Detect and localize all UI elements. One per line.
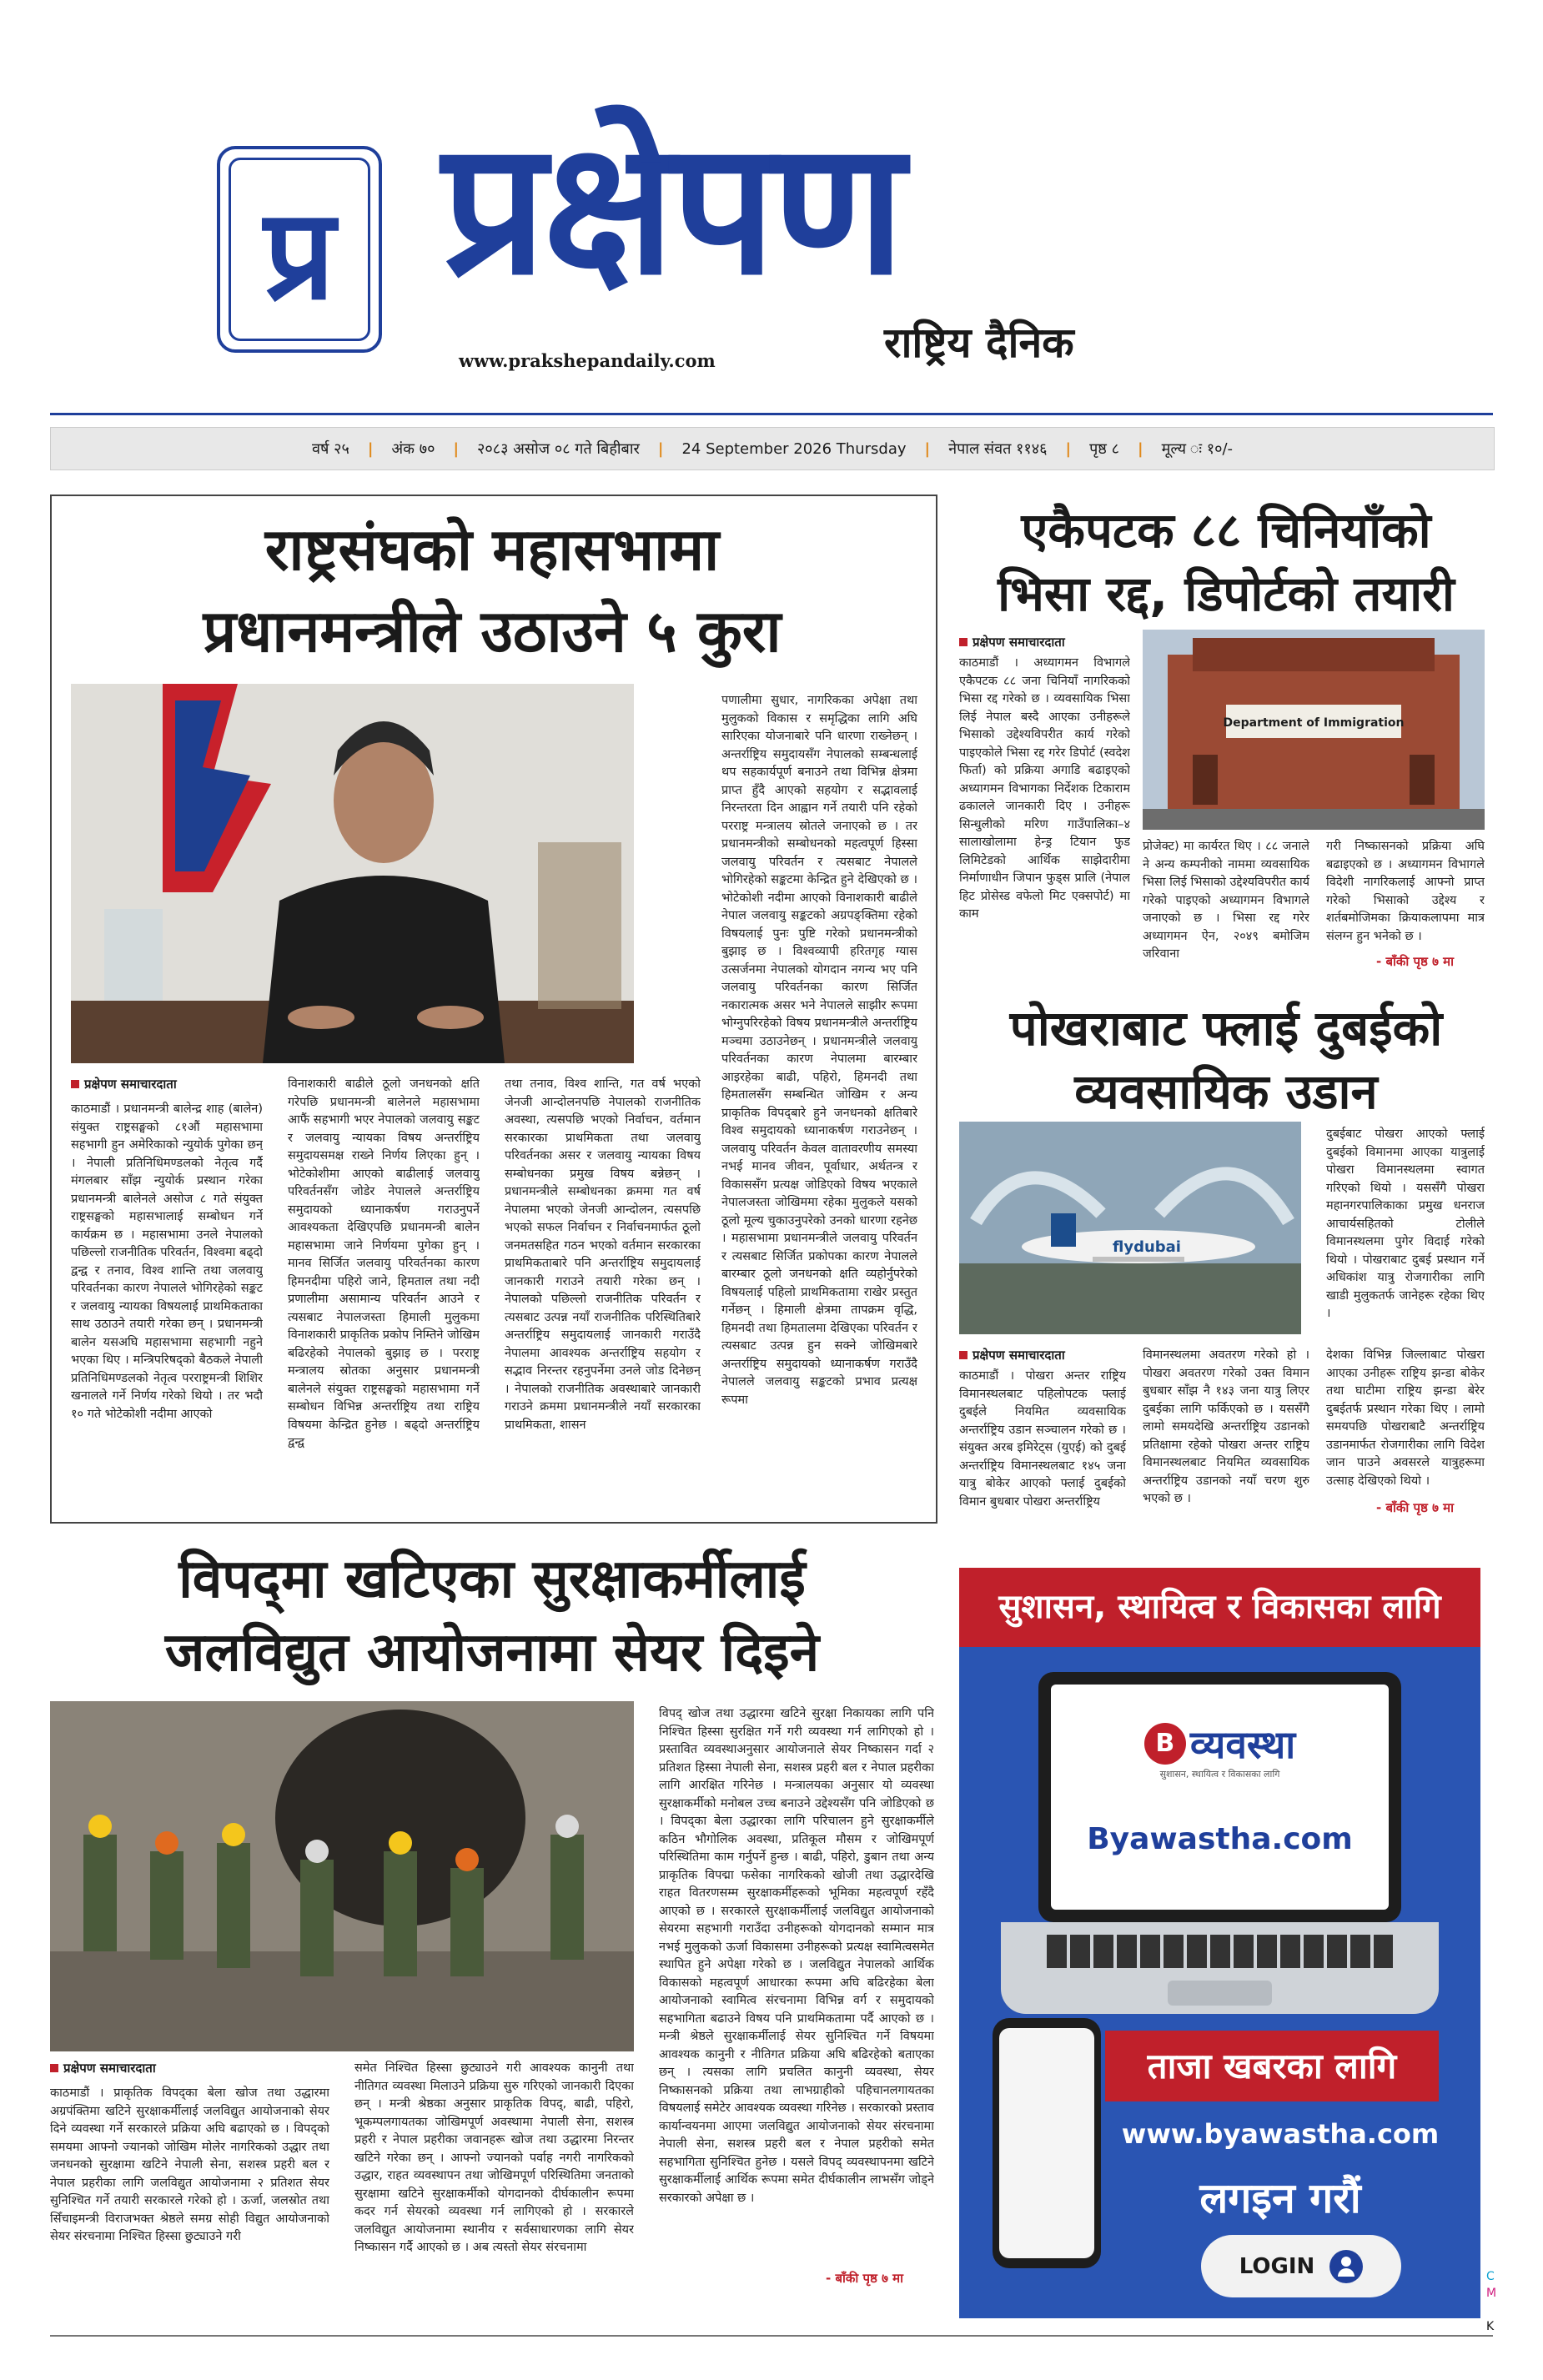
- rescue-photo: [50, 1701, 634, 2051]
- dubai-col-1: काठमाडौं । पोखरा अन्तर राष्ट्रिय विमानस्थलबाट पहिलोपटक फ्लाई दुबईले नियमित व्यवसायिक अन्तर्राष्ट्रिय उडान सञ्चालन गरेको छ । संयुक्त अरब इमिरेट्स (युएई) को दुबई अन्तर्राष्ट्रिय विमानस्थलबाट १४५ जना यात्रु बोकेर आएको फ्लाई दुबईको विमान बुधबार पोखरा अन्तर्राष्ट्रिय: [959, 1369, 1126, 1509]
- corner-mark-k: K: [1486, 2320, 1495, 2333]
- ad-headline: सुशासन, स्थायित्व र विकासका लागि: [959, 1568, 1480, 1647]
- dubai-headline: [959, 997, 1493, 1123]
- ad-site-name: Byawastha.com: [1087, 1822, 1353, 1856]
- ad-brand-tagline: सुशासन, स्थायित्व र विकासका लागि: [1159, 1769, 1280, 1780]
- masthead-logo: [217, 146, 382, 353]
- dubai-credit: [959, 1347, 1065, 1363]
- info-price: मूल्य ः १०/-: [1161, 440, 1234, 458]
- main-col-2: विनाशकारी बाढीले ठूलो जनधनको क्षति गरेपछि प्रधानमन्त्री बालेनले महासभामा आफैं सहभागी भएर नेपालको जलवायु सङ्कट र जलवायु न्यायका विषय अन्तर्राष्ट्रिय समुदायसमक्ष राख्ने निर्णय लिएका हुन् । भोटेकोशीमा आएको बाढीलाई जलवायु परिवर्तनसँग जोडेर नेपालले अन्तर्राष्ट्रिय समुदायको ध्यानाकर्षण गराउनुपर्ने आवश्यकता देखिएपछि प्रधानमन्त्री बालेन महासभामा जाने निर्णयमा पुगेका हुन् । मानव सिर्जित जलवायु परिवर्तनका कारण हिमनदीमा पहिरो जाने, हिमताल तथा नदी प्रणालीमा असामान्य परिवर्तन आउने र त्यसबाट नेपालजस्ता हिमाली मुलुकमा विनाशकारी प्राकृतिक प्रकोप निम्तिने जोखिम बढिरहेको नेपालको बुझाइ छ । परराष्ट्र मन्त्रालय स्रोतका अनुसार प्रधानमन्त्री बालेनले संयुक्त राष्ट्रसङ्घको महासभामा गर्ने सम्बोधन विभिन्न अन्तर्राष्ट्रिय तथा राष्ट्रिय विषयमा केन्द्रित हुनेछ । बढ्दो अन्तर्राष्ट्रिय द्वन्द्व: [288, 1077, 480, 1449]
- ad-brand-logo: B व्यवस्था: [1051, 1718, 1389, 1770]
- security-col-1: काठमाडौं । प्राकृतिक विपद्का बेला खोज तथा उद्धारमा अग्रपंक्तिमा खटिने सुरक्षाकर्मीलाई जलविद्युत आयोजनाको सेयर दिने व्यवस्था गर्ने सरकारले प्रक्रिया अघि बढाएको छ । विपद्को समयमा आफ्नो ज्यानको जोखिम मोलेर नागरिकको उद्धार तथा जनधनको सुरक्षामा खटिने नेपाली सेना, सशस्त्र प्रहरी बल र नेपाल प्रहरीका लागि जलविद्युत आयोजनामा २ प्रतिशत सेयर सुनिश्चित गर्ने तयारी सरकारले गरेको हो । ऊर्जा, जलस्रोत तथा सिँचाइमन्त्री विराजभक्त श्रेष्ठले समग्र सोही विद्युत आयोजनाको सेयर संरचनामा निश्चित हिस्सा छुट्याउने गरी: [50, 2086, 329, 2243]
- security-headline: [50, 1543, 934, 1690]
- masthead-divider: [50, 413, 1493, 415]
- ad-phone: [993, 2018, 1101, 2268]
- security-headline-line2: जलविद्युत आयोजनामा सेयर दिइने: [164, 1622, 820, 1684]
- user-icon: [1329, 2250, 1363, 2283]
- security-col-right: विपद् खोज तथा उद्धारमा खटिने सुरक्षा निकायका लागि पनि निश्चित हिस्सा सुरक्षित गर्ने गरी व्यवस्था गर्न लागिएको हो । प्रस्तावित व्यवस्थाअनुसार आयोजनाले सेयर निष्कासन गर्दा २ प्रतिशत हिस्सा नेपाली सेना, सशस्त्र प्रहरी बल र नेपाल प्रहरीका लागि आरक्षित गरिनेछ । मन्त्रालयका अनुसार यो व्यवस्था सुरक्षाकर्मीको मनोबल उच्च बनाउने उद्देश्यसँग पनि जोडिएको छ । विपद्‌का बेला उद्धारका लागि परिचालन हुने सुरक्षाकर्मीले कठिन भौगोलिक अवस्था, प्रतिकूल मौसम र जोखिमपूर्ण परिस्थितिमा काम गर्नुपर्ने हुन्छ । बाढी, पहिरो, डुबान तथा अन्य प्राकृतिक विपद्मा फसेका नागरिकको खोजी तथा उद्धारदेखि राहत वितरणसम्म सुरक्षाकर्मीहरूको भूमिका महत्वपूर्ण रहँदै आएको छ । सरकारले सुरक्षाकर्मीलाई जलविद्युत आयोजनाको सेयरमा सहभागी गराउँदा उनीहरूको योगदानको सम्मान मात्र नभई मुलुकको ऊर्जा विकासमा उनीहरूको प्रत्यक्ष स्वामित्वसमेत स्थापित हुने अपेक्षा गरेको छ । जलविद्युत नेपालको आर्थिक विकासको महत्वपूर्ण आधारका रूपमा अघि बढिरहेका बेला आयोजनाको स्वामित्व संरचनामा विभिन्न वर्ग र समुदायको सहभागिता बढाउने विषय पनि प्राथमिकतामा पर्दै आएको छ । मन्त्री श्रेष्ठले सुरक्षाकर्मीलाई सेयर सुनिश्चित गर्ने विषयमा आवश्यक कानुनी र नीतिगत प्रक्रिया अघि बढिरहेको बताएका छन् । त्यसका लागि प्रचलित कानुनी व्यवस्था, सेयर निष्कासनको प्रक्रिया तथा लाभग्राहीको पहिचानलगायतका विषयलाई समेटेर आवश्यक व्यवस्था गरिनेछ । सरकारको प्रस्ताव कार्यान्वयनमा आएमा जलविद्युत आयोजनाको सेयर संरचनामा नेपाली सेना, सशस्त्र प्रहरी बल र नेपाल प्रहरीको समेत सहभागिता सुनिश्चित हुनेछ । यसले विपद् व्यवस्थापनमा खटिने सुरक्षाकर्मीलाई आर्थिक रूपमा समेत दीर्घकालीन लाभसँग जोड्ने सरकारको अपेक्षा छ ।: [659, 1707, 934, 2205]
- dubai-col-2: विमानस्थलमा अवतरण गरेको हो । पोखरा अवतरण गरेको उक्त विमान बुधबार साँझ नै १४३ जना यात्रु लिएर दुबईका लागि फर्किएको छ । यससँगै लामो समयदेखि अन्तर्राष्ट्रिय उडानको प्रतिक्षामा रहेको पोखरा अन्तर राष्ट्रिय विमानस्थलबाट नियमित व्यवसायिक अन्तर्राष्ट्रिय उडानको नयाँ चरण शुरु भएको छ ।: [1143, 1348, 1309, 1505]
- ad-laptop-keyboard: [1001, 1922, 1439, 2014]
- security-continued[interactable]: - बाँकी पृष्ठ ७ मा: [826, 2271, 903, 2286]
- visa-continued[interactable]: - बाँकी पृष्ठ ७ मा: [1376, 954, 1454, 969]
- visa-headline: [959, 499, 1493, 625]
- security-col-2: समेत निश्चित हिस्सा छुट्याउने गरी आवश्यक कानुनी तथा नीतिगत व्यवस्था मिलाउने प्रक्रिया सुरु गरिएको जानकारी दिएका छन् । मन्त्री श्रेष्ठका अनुसार प्राकृतिक विपद्, बाढी, पहिरो, भूकम्पलगायतका जोखिमपूर्ण अवस्थामा नेपाली सेना, सशस्त्र प्रहरी र नेपाल प्रहरीका जवानहरू खोज तथा उद्धारमा निरन्तर खटिने गरेका छन् । आफ्नो ज्यानको पर्वाह नगरी नागरिकको उद्धार, राहत व्यवस्थापन तथा जोखिमपूर्ण परिस्थितिमा जनताको सुरक्षामा खटिने सुरक्षाकर्मीको योगदानको दीर्घकालीन रूपमा कदर गर्न सेयरको व्यवस्था गर्न लागिएको हो । सरकारले जलविद्युत आयोजनामा स्थानीय र सर्वसाधारणका लागि सेयर निष्कासन गर्दै आएको छ । अब त्यस्तो सेयर संरचनामा: [354, 2061, 634, 2254]
- logo-glyph: प्र: [229, 158, 370, 341]
- visa-col-3: गरी निष्कासनको प्रक्रिया अघि बढाइएको छ । अध्यागमन विभागले विदेशी नागरिकलाई आफ्नो प्राप्त गरेको भिसाको उद्देश्य र शर्तबमोजिमका क्रियाकलापमा मात्र संलग्न हुन भनेको छ ।: [1326, 840, 1485, 943]
- flydubai-photo: [959, 1122, 1301, 1334]
- ad-login-label: LOGIN: [1239, 2253, 1315, 2279]
- website-url[interactable]: www.prakshepandaily.com: [459, 350, 716, 371]
- immigration-photo: [1143, 630, 1485, 830]
- info-page: पृष्ठ ८: [1089, 440, 1119, 458]
- ad-tagline: ताजा खबरका लागि: [1105, 2031, 1439, 2101]
- visa-col-2: प्रोजेक्ट) मा कार्यरत थिए । ८८ जनाले ने अन्य कम्पनीको नाममा व्यवसायिक भिसा लिई भिसाको उद्देश्यविपरीत कार्य गरेको पाइएको अध्यागमन विभागले जनाएको छ । भिसा रद्द गरेर अध्यागमन ऐन, २०४९ बमोजिम जरिवाना: [1143, 840, 1309, 961]
- ad-url[interactable]: www.byawastha.com: [1121, 2118, 1440, 2150]
- main-headline-line1: राष्ट्रसंघको महासभामा: [264, 515, 720, 584]
- ad-cta: लगइन गरौं: [1199, 2174, 1361, 2222]
- dubai-headline-line2: व्यवसायिक उडान: [1074, 1063, 1378, 1120]
- info-nepal-sambat: नेपाल संवत ११४६: [948, 440, 1048, 458]
- visa-credit: [959, 634, 1065, 650]
- main-col-3: तथा तनाव, विश्व शान्ति, गत वर्ष भएको जेनजी आन्दोलनपछि नेपालको राजनीतिक अवस्था, त्यसपछि भएको निर्वाचन, वर्तमान सरकारका प्राथमिकता तथा जलवायु परिवर्तनका असर र जलवायु न्यायका विषय सम्बोधनका प्रमुख विषय बन्नेछन् । प्रधानमन्त्रीले सम्बोधनका क्रममा गत वर्ष नेपालमा भएको जेनजी आन्दोलन, त्यसपछि भएको सफल निर्वाचन र निर्वाचनमार्फत ठूलो जनमतसहित गठन भएको वर्तमान सरकारका प्राथमिकताबारे पनि अन्तर्राष्ट्रिय समुदायलाई जानकारी गराउने तयारी गरेका छन् । नेपालको पछिल्लो राजनीतिक परिवर्तन र त्यसबाट उत्पन्न नयाँ राजनीतिक परिस्थितिबारे अन्तर्राष्ट्रिय समुदायलाई जानकारी गराउँदै नेपालमा आवश्यक अन्तर्राष्ट्रिय सहयोग र सद्भाव निरन्तर रहनुपर्नेमा उनले जोड दिनेछन् । नेपालको राजनीतिक अवस्थाबारे जानकारी गराउने क्रममा प्रधानमन्त्रीले नयाँ सरकारका प्राथमिकता, शासन: [505, 1077, 701, 1432]
- ad-brand-name: व्यवस्था: [1189, 1722, 1296, 1767]
- dubai-credit-text: प्रक्षेपण समाचारदाता: [973, 1348, 1065, 1363]
- info-bar: वर्ष २५ | अंक ७० | २०८३ असोज ०८ गते बिहीबार | 24 September 2026 Thursday | नेपाल संवत ११४६ | पृष्ठ ८ | मूल्य ः १०/-: [50, 427, 1495, 470]
- dubai-continued[interactable]: - बाँकी पृष्ठ ७ मा: [1376, 1500, 1454, 1515]
- visa-col-1: काठमाडौं । अध्यागमन विभागले एकैपटक ८८ जना चिनियाँ नागरिकको भिसा रद्द गरेको छ । व्यवसायिक भिसा लिई नेपाल बस्दै आएका उनीहरूले भिसाको उद्देश्यविपरीत कार्य गरेको पाइएकोले भिसा रद्द गरेर डिपोर्ट (स्वदेश फिर्ता) को प्रक्रिया अगाडि बढाइएको अध्यागमन विभागका निर्देशक टिकाराम ढकालले जानकारी दिए । उनीहरू सिन्धुलीको मरिण गाउँपालिका–४ सालाखोलामा हेन्ड्र टियान फुड लिमिटेडको आर्थिक साझेदारीमा निर्माणाधीन जिपान फुड्स प्रालि (नेपाल हिट प्रोसेस्ड वफेलो मिट एक्सपोर्ट) मा काम: [959, 656, 1130, 921]
- main-col-right: पणालीमा सुधार, नागरिकका अपेक्षा तथा मुलुकको विकास र समृद्धिका लागि अघि सारिएका योजनाबारे पनि धारणा राख्नेछन् । अन्तर्राष्ट्रिय समुदायसँग नेपालको सम्बन्धलाई थप सहकार्यपूर्ण बनाउने तथा विभिन्न क्षेत्रमा प्राप्त हुँदै आएको सहयोग र सद्भावलाई निरन्तरता दिन आह्वान गर्ने तयारी पनि रहेको परराष्ट्र मन्त्रालय स्रोतले जनाएको छ । तर प्रधानमन्त्रीको सम्बोधनको महत्वपूर्ण हिस्सा जलवायु परिवर्तन र त्यसबाट नेपालले भोगिरहेको सङ्कटमा केन्द्रित हुने देखिएको छ । भोटेकोशी नदीमा आएको विनाशकारी बाढीले नेपाल जलवायु सङ्कटको अग्रपङ्क्तिमा रहेको विषयलाई पुनः पुष्टि गरेको प्रधानमन्त्रीको बुझाइ छ । विश्वव्यापी हरितगृह ग्यास उत्सर्जनमा नेपालको योगदान नगन्य भए पनि जलवायु परिवर्तनका कारण सिर्जित नकारात्मक असर भने नेपालले साझीर रूपमा भोग्नुपरिरहेको विषय प्रधानमन्त्रीले अन्तर्राष्ट्रिय मञ्चमा उठाउनेछन् । प्रधानमन्त्रीले जलवायु परिवर्तनका कारण नेपालमा बारम्बार आइरहेका बाढी, पहिरो, हिमनदी तथा हिमतालसँग सम्बन्धित जोखिम र अन्य प्राकृतिक विपद्‌बारे हुने जनधनको क्षतिबारे विश्व समुदायको ध्यानाकर्षण गराउनेछन् । जलवायु परिवर्तन केवल वातावरणीय समस्या नभई मानव जीवन, पूर्वाधार, अर्थतन्त्र र विकाससँग प्रत्यक्ष जोडिएको विषय भएकाले नेपालजस्ता जोखिममा रहेका मुलुकले यसको ठूलो मूल्य चुकाउनुपरेको उनको धारणा रहनेछ । महासभामा प्रधानमन्त्रीले जलवायु परिवर्तन र त्यसबाट सिर्जित प्रकोपका कारण नेपालले बारम्बार ठूलो जनधनको क्षति व्यहोर्नुपरेको विषयलाई पहिलो प्राथमिकतामा राखेर प्रस्तुत गर्नेछन् । हिमाली क्षेत्रमा तापक्रम वृद्धि, हिमनदी तथा हिमतालमा देखिएका परिवर्तन र त्यसबाट उत्पन्न हुन सक्ने जोखिमबारे अन्तर्राष्ट्रिय समुदायको ध्यानाकर्षण गराउँदै नेपालले जलवायु सङ्कटको प्रभाव प्रत्यक्ष रूपमा: [721, 694, 917, 1407]
- main-credit-text: प्रक्षेपण समाचारदाता: [84, 1077, 177, 1092]
- info-issue: अंक ७०: [391, 440, 435, 458]
- main-headline: [50, 509, 934, 672]
- newspaper-subtitle: राष्ट्रिय दैनिक: [884, 319, 1074, 367]
- main-credit: [71, 1076, 177, 1092]
- flydubai-logo: flydubai: [1113, 1238, 1181, 1256]
- newspaper-title: प्रक्षेपण: [442, 102, 902, 315]
- pm-photo: [71, 684, 634, 1063]
- ad-login-button[interactable]: [1201, 2235, 1401, 2297]
- visa-headline-line1: एकैपटक ८८ चिनियाँको: [1021, 502, 1431, 559]
- security-credit-text: प्रक्षेपण समाचारदाता: [63, 2061, 156, 2076]
- security-credit: [50, 2060, 156, 2076]
- dubai-headline-line1: पोखराबाट फ्लाई दुबईको: [1009, 1000, 1443, 1057]
- main-headline-line2: प्रधानमन्त्रीले उठाउने ५ कुरा: [203, 597, 782, 665]
- dubai-col-3-top: दुबईबाट पोखरा आएको फ्लाई दुबईको विमानमा आएका यात्रुलाई पोखरा विमानस्थलमा स्वागत गरिएको थियो । यससँगै पोखरा महानगरपालिकाका प्रमुख धनराज आचार्यसहितको टोलीले विमानस्थलमा पुगेर विदाई गरेको थियो । पोखराबाट दुबई प्रस्थान गर्ने अधिकांश यात्रु रोजगारीका लागि खाडी मुलुकतर्फ जानेहरू रहेका थिए ।: [1326, 1127, 1485, 1320]
- footer-rule: [50, 2335, 1493, 2337]
- info-date-en: 24 September 2026 Thursday: [681, 439, 907, 458]
- corner-mark-c: C: [1486, 2270, 1495, 2283]
- info-year: वर्ष २५: [311, 440, 349, 458]
- security-headline-line1: विपद्‌मा खटिएका सुरक्षाकर्मीलाई: [178, 1549, 806, 1610]
- corner-mark-m: M: [1486, 2287, 1497, 2300]
- ad-laptop-screen: [1038, 1672, 1401, 1922]
- main-col-1: काठमाडौं । प्रधानमन्त्री बालेन्द्र शाह (बालेन) संयुक्त राष्ट्रसङ्घको ८१औं महासभामा सहभागी हुन अमेरिकाको न्युयोर्क पुगेका छन् । नेपाली प्रतिनिधिमण्डलको नेतृत्व गर्दै मंगलबार साँझ न्युयोर्क प्रस्थान गरेका प्रधानमन्त्री बालेनले असोज ८ गते संयुक्त राष्ट्रसङ्घको महासभालाई सम्बोधन गर्ने कार्यक्रम छ । महासभामा उनले नेपालको पछिल्लो राजनीतिक परिवर्तन, विश्वमा बढ्दो द्वन्द्व र तनाव, विश्व शान्ति तथा जलवायु परिवर्तनका कारण नेपालले भोगिरहेको सङ्कट र जलवायु न्यायका विषयलाई प्राथमिकताका साथ उठाउने तयारी गरेका छन् । प्रधानमन्त्री बालेन यसअघि महासभामा सहभागी नहुने भएका थिए । मन्त्रिपरिषद्को बैठकले नेपाली प्रतिनिधिमण्डलको नेतृत्व परराष्ट्रमन्त्री शिशिर खनालले गर्ने निर्णय गरेको थियो । तर भदौ १० गते भोटेकोशी नदीमा आएको: [71, 1102, 263, 1421]
- dubai-col-3-bottom: देशका विभिन्न जिल्लाबाट पोखरा आएका उनीहरू राष्ट्रिय झन्डा बोकेर तथा घाटीमा राष्ट्रिय झन्डा बेरेर दुबईतर्फ प्रस्थान गरेका थिए । लामो समयपछि पोखराबाटै अन्तर्राष्ट्रिय उडानमार्फत रोजगारीका लागि विदेश जान पाउने अवसरले यात्रुहरूमा उत्साह देखिएको थियो ।: [1326, 1348, 1485, 1488]
- visa-credit-text: प्रक्षेपण समाचारदाता: [973, 635, 1065, 650]
- immigration-sign: Department of Immigration: [1223, 716, 1405, 730]
- info-date-np: २०८३ असोज ०८ गते बिहीबार: [477, 440, 640, 458]
- visa-headline-line2: भिसा रद्द, डिपोर्टको तयारी: [998, 565, 1455, 622]
- byawastha-ad[interactable]: [959, 1568, 1480, 2318]
